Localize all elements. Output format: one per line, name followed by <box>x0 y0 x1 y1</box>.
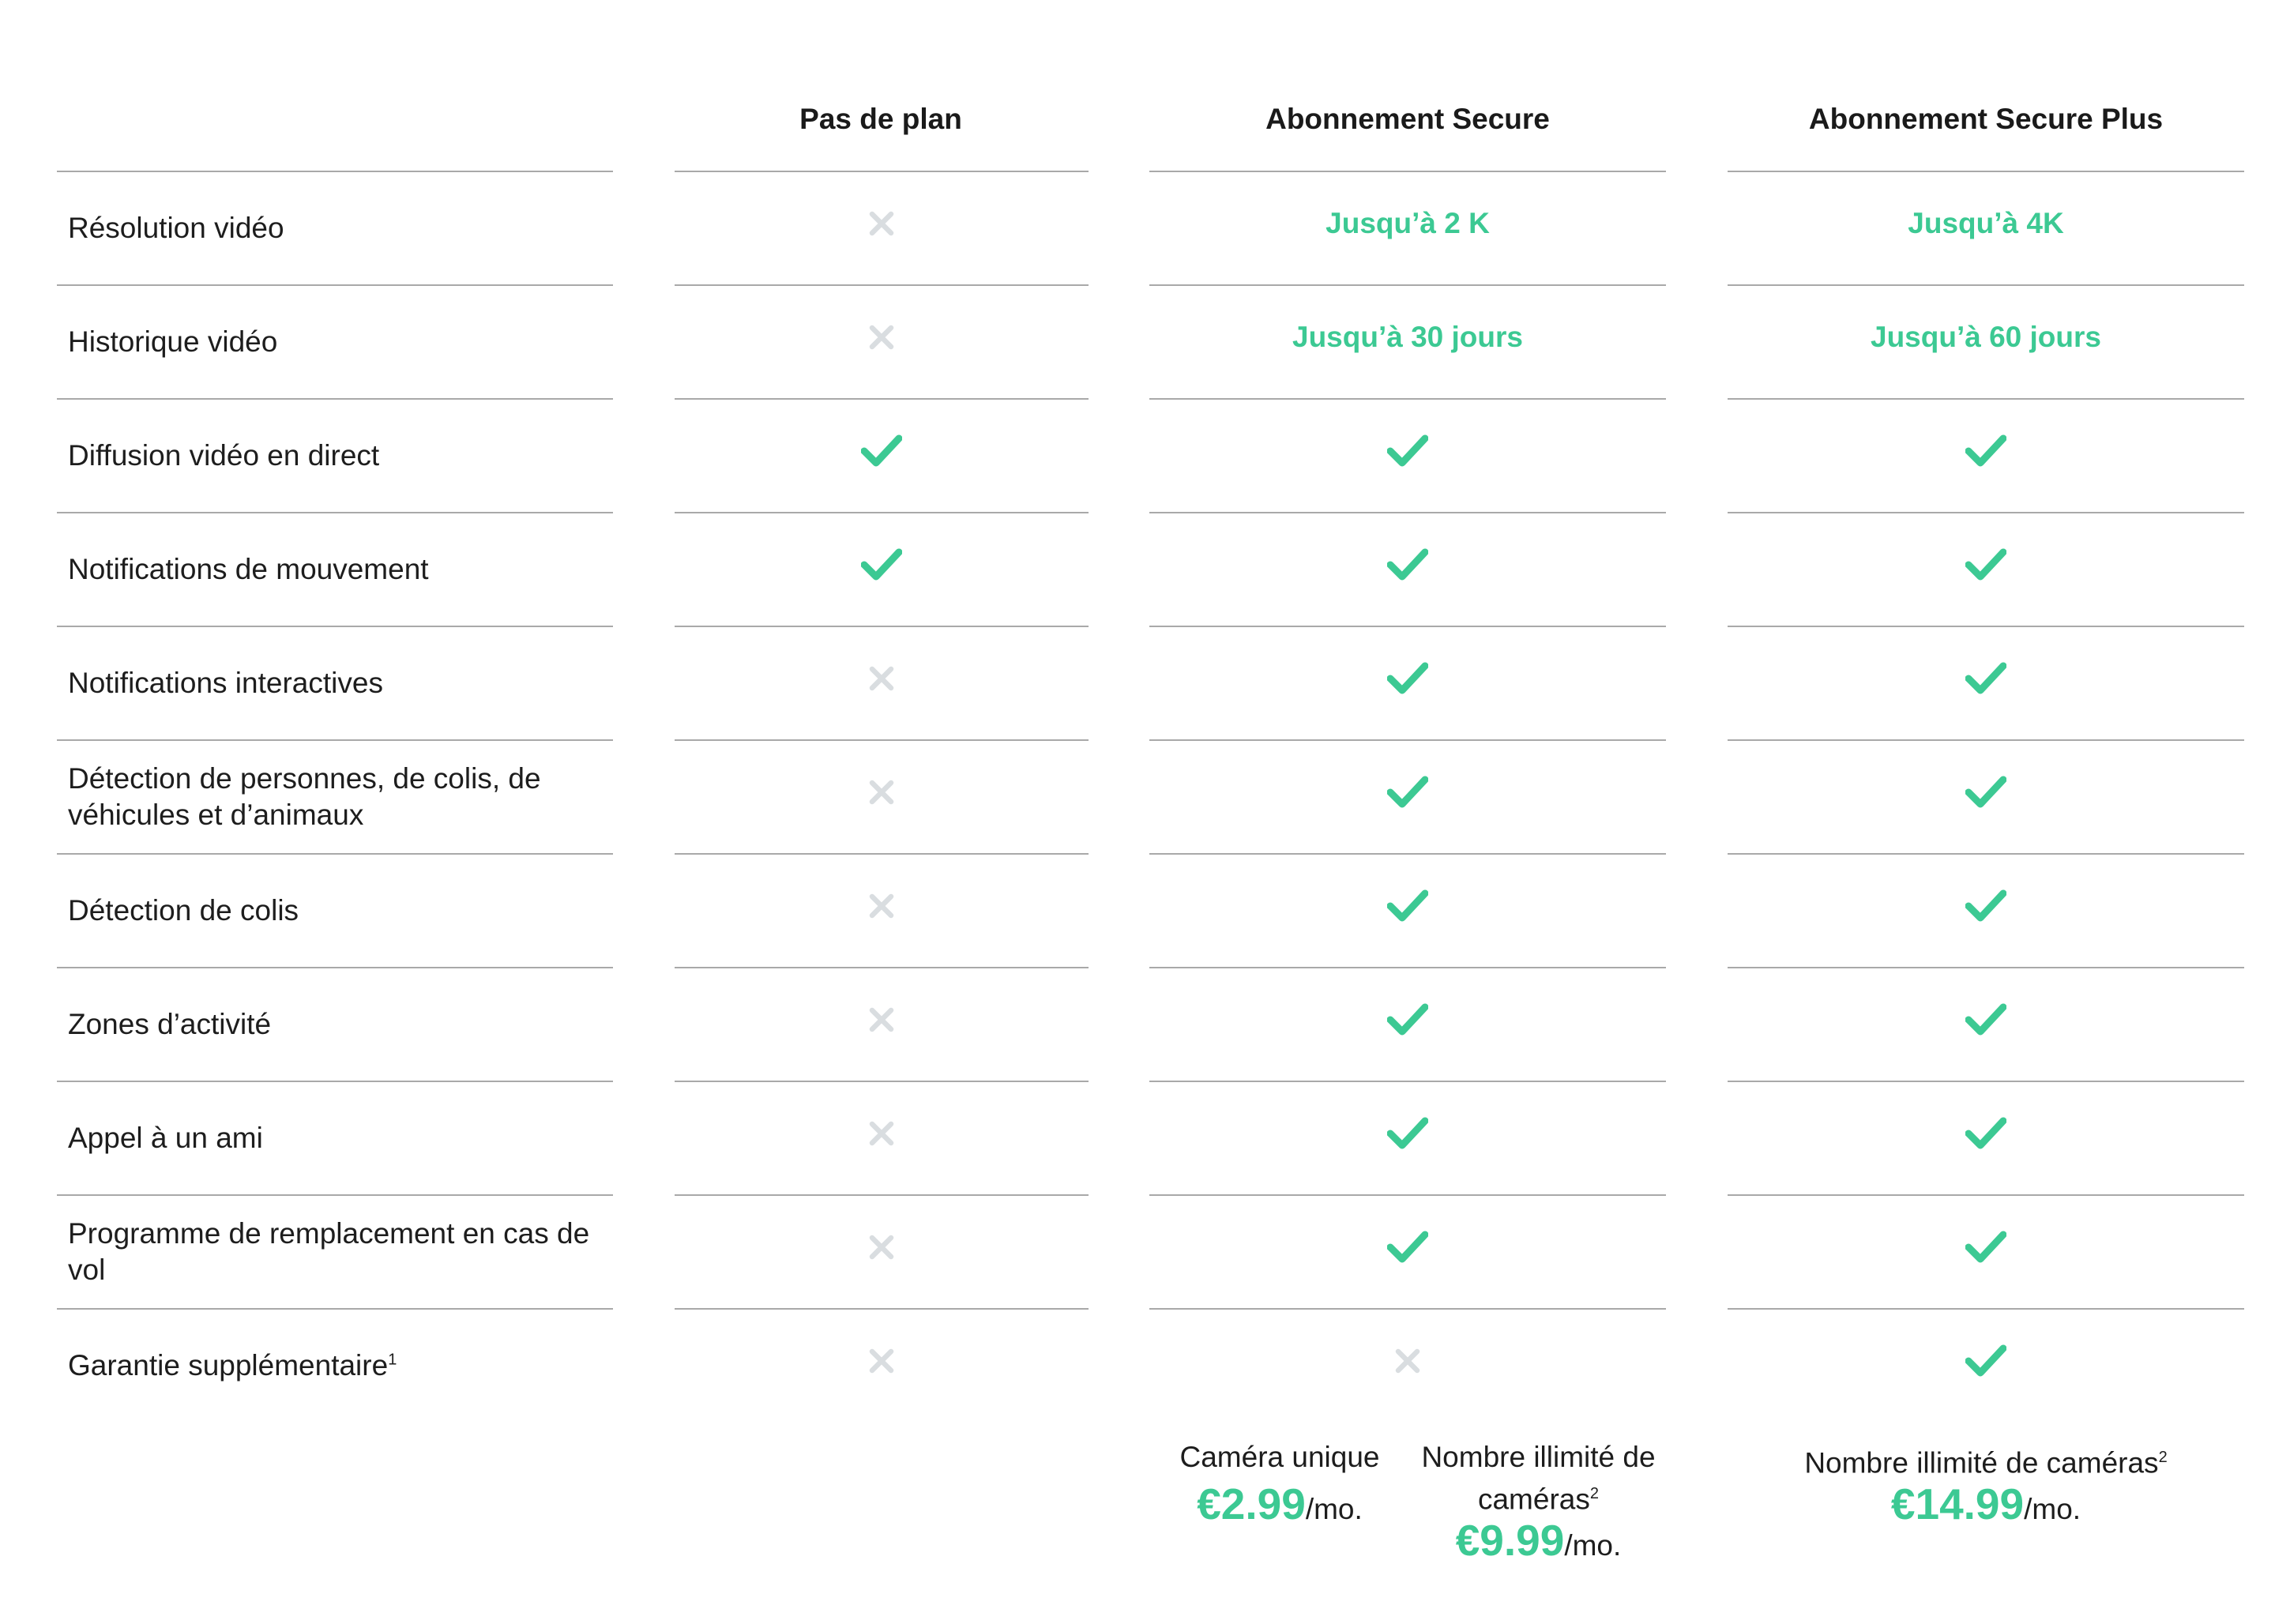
value-cell-none <box>675 736 1089 848</box>
check-icon <box>1387 1116 1428 1151</box>
price-label-plus-unlimited-cameras <box>1728 1439 2244 1481</box>
price-unit: /mo. <box>2024 1493 2081 1525</box>
check-icon <box>861 547 902 582</box>
feature-label <box>68 1082 605 1194</box>
check-icon <box>1965 547 2006 582</box>
feature-label-text: Détection de colis <box>68 894 299 927</box>
check-icon <box>1387 547 1428 582</box>
value-cell-plus <box>1728 736 2244 848</box>
value-cell-plus <box>1728 1077 2244 1190</box>
feature-label <box>68 400 605 512</box>
check-icon <box>1387 1230 1428 1265</box>
value-cell-none <box>675 1191 1089 1303</box>
value-cell-plus <box>1728 509 2244 621</box>
feature-label <box>68 741 605 853</box>
feature-label-text: Appel à un ami <box>68 1122 263 1154</box>
check-icon <box>1387 661 1428 696</box>
feature-label-text: Diffusion vidéo en direct <box>68 439 380 472</box>
cross-icon <box>1394 1348 1421 1374</box>
price-label-text: Caméra unique <box>1179 1441 1380 1473</box>
value-cell-none <box>675 1305 1089 1417</box>
feature-label <box>68 855 605 967</box>
value-cell-none <box>675 1077 1089 1190</box>
cross-icon <box>868 1006 895 1033</box>
value-cell-secure <box>1149 1191 1666 1303</box>
cross-icon <box>868 893 895 919</box>
feature-label <box>68 1310 605 1422</box>
value-cell-plus <box>1728 395 2244 507</box>
column-header-secure-plus: Abonnement Secure Plus <box>1808 103 2164 135</box>
value-cell-none <box>675 622 1089 735</box>
check-icon <box>1965 661 2006 696</box>
value-cell-plus <box>1728 964 2244 1076</box>
value-cell-secure <box>1149 167 1666 280</box>
feature-label <box>68 1196 605 1308</box>
value-cell-secure <box>1149 281 1666 393</box>
check-icon <box>1387 434 1428 468</box>
value-cell-plus <box>1728 1305 2244 1417</box>
column-header-secure: Abonnement Secure <box>1265 103 1550 135</box>
check-icon <box>1965 434 2006 468</box>
value-cell-plus <box>1728 1191 2244 1303</box>
check-icon <box>1965 889 2006 923</box>
feature-label <box>68 627 605 739</box>
price-amount: €9.99 <box>1455 1516 1565 1565</box>
value-cell-secure <box>1149 964 1666 1076</box>
value-cell-secure <box>1149 1305 1666 1417</box>
price-amount: €14.99 <box>1890 1479 2025 1528</box>
value-cell-plus <box>1728 622 2244 735</box>
value-cell-plus <box>1728 167 2244 280</box>
price-secure-plus <box>1728 1479 2244 1529</box>
value-cell-plus <box>1728 281 2244 393</box>
check-icon <box>1387 775 1428 810</box>
check-icon <box>1387 1002 1428 1037</box>
value-text: Jusqu’à 60 jours <box>1871 321 2101 353</box>
price-unit: /mo. <box>1564 1529 1622 1562</box>
feature-label <box>68 172 605 284</box>
footnote-marker: 1 <box>388 1351 397 1369</box>
check-icon <box>1387 889 1428 923</box>
check-icon <box>1965 1002 2006 1037</box>
price-secure-unlimited <box>1410 1515 1667 1566</box>
feature-label-text: Notifications de mouvement <box>68 553 429 585</box>
price-label-text: Nombre illimité de caméras <box>1804 1446 2159 1479</box>
feature-label <box>68 968 605 1081</box>
value-cell-plus <box>1728 850 2244 962</box>
feature-label <box>68 286 605 398</box>
check-icon <box>1965 1344 2006 1378</box>
cross-icon <box>868 1120 895 1147</box>
value-text: Jusqu’à 2 K <box>1326 207 1490 239</box>
value-cell-none <box>675 850 1089 962</box>
value-cell-none <box>675 964 1089 1076</box>
price-label-unlimited-cameras <box>1410 1439 1667 1517</box>
feature-label-text: Détection de personnes, de colis, de véhicules et d’animaux <box>68 762 541 831</box>
value-cell-secure <box>1149 395 1666 507</box>
value-cell-none <box>675 395 1089 507</box>
check-icon <box>861 434 902 468</box>
cross-icon <box>868 210 895 237</box>
price-secure-single <box>1161 1479 1398 1529</box>
feature-label-text: Résolution vidéo <box>68 212 284 244</box>
value-cell-none <box>675 167 1089 280</box>
value-cell-none <box>675 509 1089 621</box>
value-cell-secure <box>1149 622 1666 735</box>
feature-label-text: Programme de remplacement en cas de vol <box>68 1217 590 1286</box>
footnote-marker: 2 <box>1589 1485 1599 1502</box>
footnote-marker: 2 <box>2158 1449 2168 1466</box>
cross-icon <box>868 1234 895 1261</box>
check-icon <box>1965 775 2006 810</box>
value-text: Jusqu’à 30 jours <box>1292 321 1523 353</box>
price-unit: /mo. <box>1305 1493 1363 1525</box>
cross-icon <box>868 324 895 351</box>
feature-label-text: Garantie supplémentaire$^1$ <box>68 1349 397 1382</box>
feature-label-text: Historique vidéo <box>68 325 278 358</box>
value-cell-secure <box>1149 1077 1666 1190</box>
value-cell-secure <box>1149 736 1666 848</box>
check-icon <box>1965 1230 2006 1265</box>
value-cell-secure <box>1149 850 1666 962</box>
price-amount: €2.99 <box>1197 1479 1306 1528</box>
price-label-single-camera <box>1161 1439 1398 1476</box>
column-header-no-plan: Pas de plan <box>799 103 962 135</box>
value-cell-secure <box>1149 509 1666 621</box>
cross-icon <box>868 1348 895 1374</box>
value-cell-none <box>675 281 1089 393</box>
check-icon <box>1965 1116 2006 1151</box>
feature-label-text: Zones d’activité <box>68 1008 272 1040</box>
cross-icon <box>868 779 895 806</box>
price-label-text: Nombre illimité de caméras <box>1421 1441 1656 1516</box>
cross-icon <box>868 665 895 692</box>
feature-label-text: Notifications interactives <box>68 667 383 699</box>
feature-label <box>68 513 605 626</box>
value-text: Jusqu’à 4K <box>1908 207 2064 239</box>
